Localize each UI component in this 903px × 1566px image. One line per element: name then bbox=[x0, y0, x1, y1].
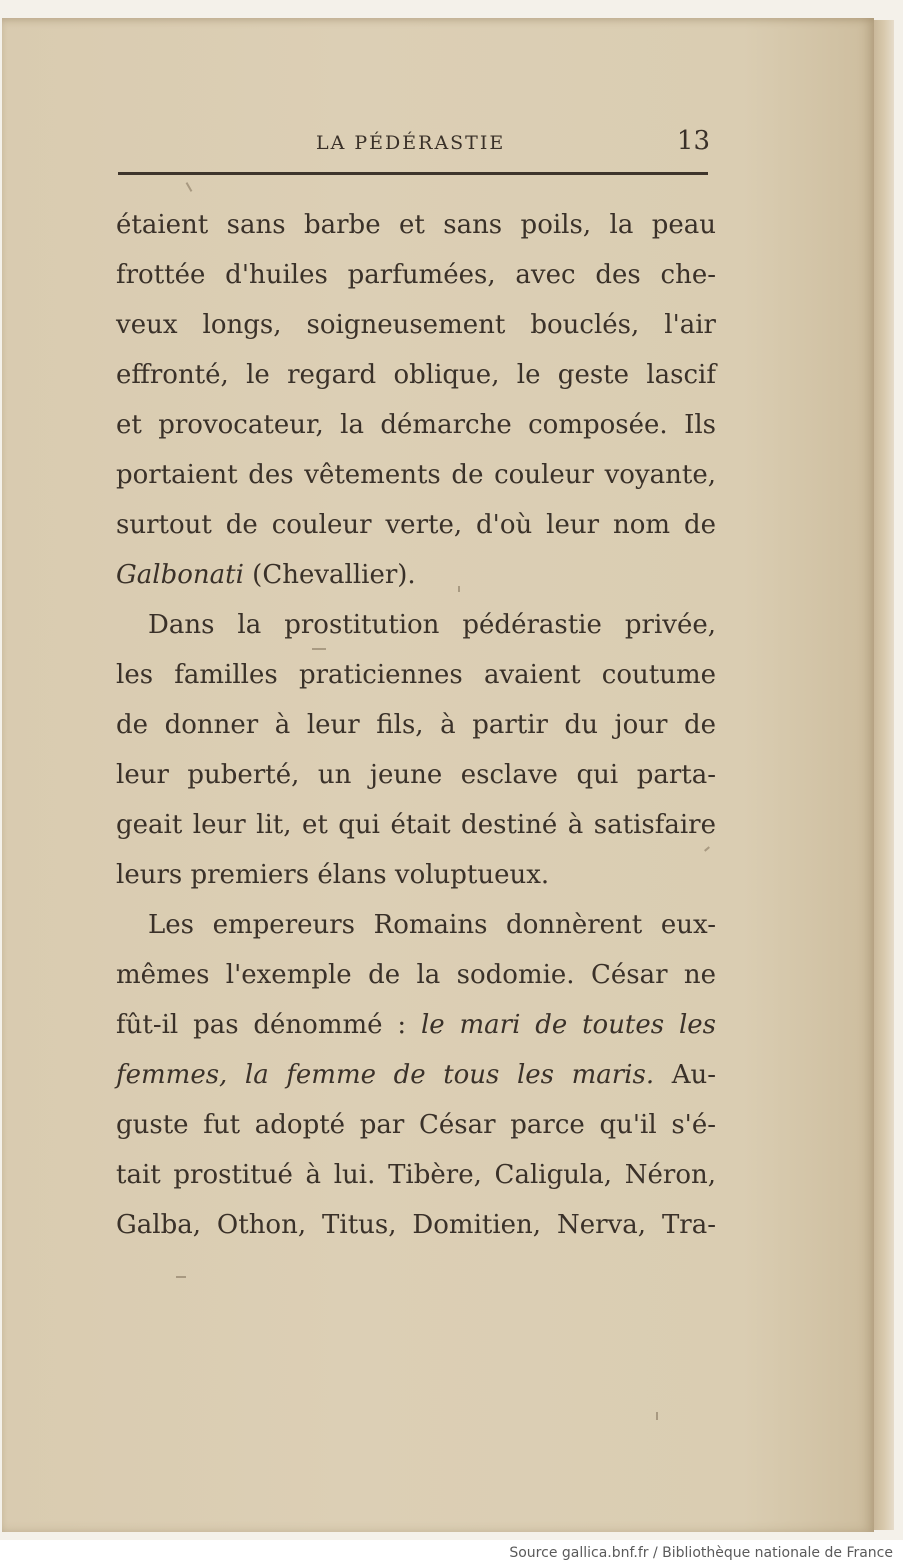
text-line bbox=[116, 1000, 716, 1050]
text-line: surtout de couleur verte, d'où leur nom de bbox=[116, 510, 716, 540]
source-footer: Source gallica.bnf.fr / Bibliothèque nationale de France bbox=[509, 1545, 893, 1561]
text-line: mêmes l'exemple de la sodomie. César ne bbox=[116, 960, 716, 990]
running-head bbox=[118, 126, 710, 162]
text-span: fût-il pas dénommé : bbox=[116, 1010, 421, 1040]
text-line: leurs premiers élans voluptueux. bbox=[116, 860, 550, 890]
paper-speck bbox=[458, 586, 460, 592]
text-line: effronté, le regard oblique, le geste lascif bbox=[116, 360, 716, 390]
text-line: et provocateur, la démarche composée. Ils bbox=[116, 410, 716, 440]
text-line: Dans la prostitution pédérastie privée, bbox=[148, 610, 716, 640]
text-line: Galba, Othon, Titus, Domitien, Nerva, Tra- bbox=[116, 1210, 716, 1240]
text-line: de donner à leur fils, à partir du jour de bbox=[116, 710, 716, 740]
text-span: Au- bbox=[654, 1060, 716, 1090]
text-line: tait prostitué à lui. Tibère, Caligula, Néron, bbox=[116, 1160, 716, 1190]
text-line: portaient des vêtements de couleur voyante, bbox=[116, 460, 716, 490]
italic-text: le mari de toutes les bbox=[420, 1010, 716, 1040]
text-line: les familles praticiennes avaient coutume bbox=[116, 660, 716, 690]
text-line: frottée d'huiles parfumées, avec des che- bbox=[116, 260, 716, 290]
page-number: 13 bbox=[676, 126, 710, 156]
text-line bbox=[116, 550, 716, 600]
body-text bbox=[116, 200, 716, 1250]
text-line: geait leur lit, et qui était destiné à satisfaire bbox=[116, 810, 716, 840]
header-rule bbox=[118, 172, 708, 175]
text-span: (Chevallier). bbox=[243, 560, 416, 590]
page-edge bbox=[874, 20, 894, 1530]
paper-speck bbox=[176, 1276, 186, 1278]
paper-speck bbox=[312, 648, 326, 650]
running-title: LA PÉDÉRASTIE bbox=[316, 132, 506, 154]
text-line: leur puberté, un jeune esclave qui parta- bbox=[116, 760, 716, 790]
text-line: étaient sans barbe et sans poils, la peau bbox=[116, 210, 716, 240]
text-line bbox=[116, 1050, 716, 1100]
paper-speck bbox=[656, 1412, 658, 1420]
text-line: veux longs, soigneusement bouclés, l'air bbox=[116, 310, 716, 340]
italic-text: femmes, la femme de tous les maris. bbox=[116, 1060, 655, 1090]
text-line: guste fut adopté par César parce qu'il s'é- bbox=[116, 1110, 716, 1140]
text-line: Les empereurs Romains donnèrent eux- bbox=[148, 910, 716, 940]
italic-text: Galbonati bbox=[116, 560, 244, 590]
